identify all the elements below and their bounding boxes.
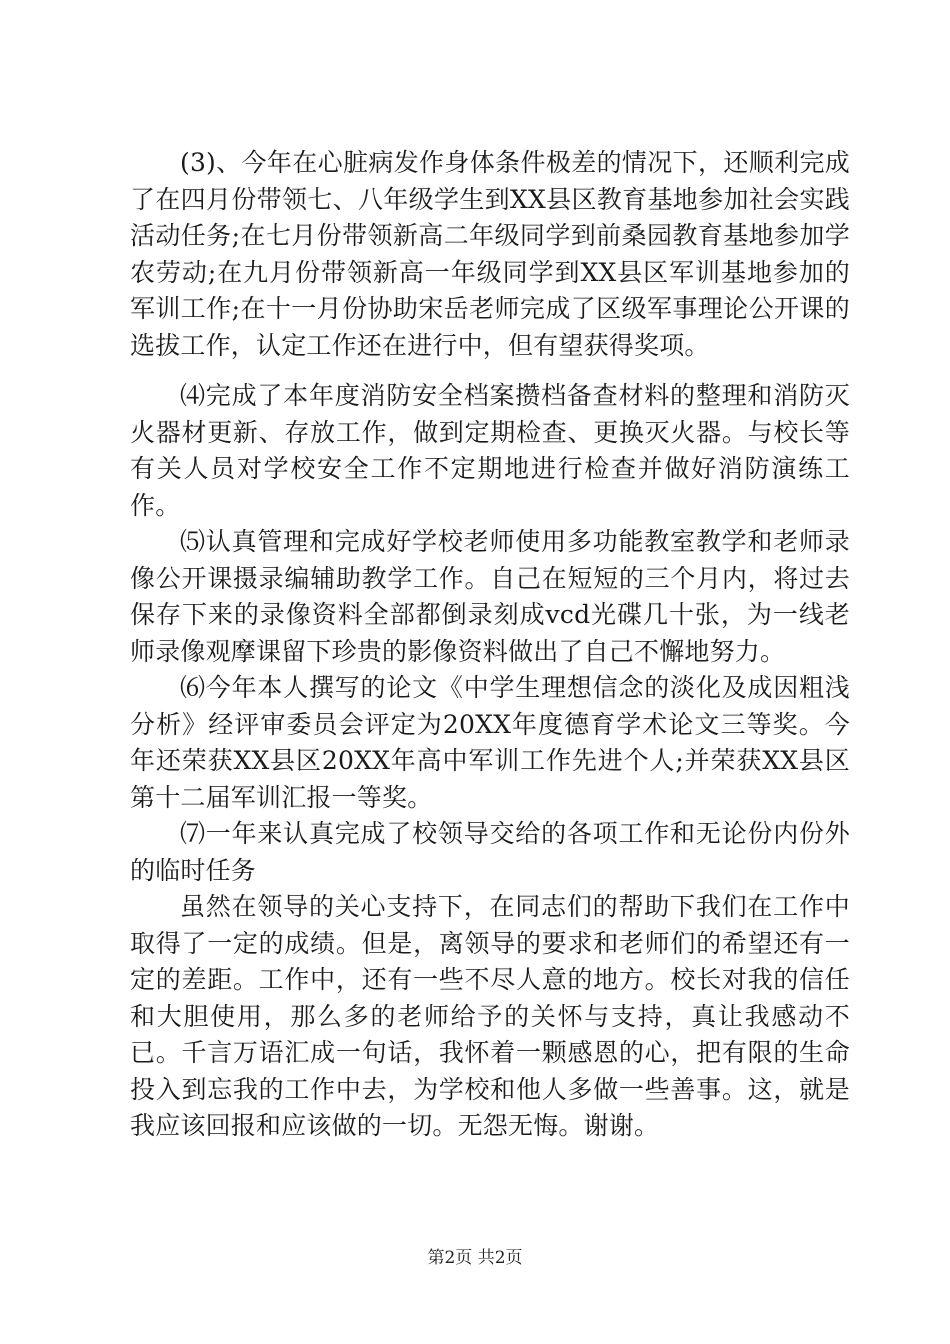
paragraph-item-4: ⑷完成了本年度消防安全档案攒档备查材料的整理和消防灭火器材更新、存放工作，做到定期检查、更换灭火器。与校长等有关人员对学校安全工作不定期地进行检查并做好消防演练工作。 bbox=[130, 381, 850, 520]
document-body bbox=[130, 145, 850, 1145]
paragraph-item-6: ⑹今年本人撰写的论文《中学生理想信念的淡化及成因粗浅分析》经评审委员会评定为20XX年度德育学术论文三等奖。今年还荣获XX县区20XX年高中军训工作先进个人;并荣获XX县区第十二届军训汇报一等奖。 bbox=[130, 673, 850, 812]
paragraph-item-3: (3)、今年在心脏病发作身体条件极差的情况下，还顺利完成了在四月份带领七、八年级学生到XX县区教育基地参加社会实践活动任务;在七月份带领新高二年级同学到前桑园教育基地参加学农劳动;在九月份带领新高一年级同学到XX县区军训基地参加的军训工作;在十一月份协助宋岳老师完成了区级军事理论公开课的选拔工作，认定工作还在进行中，但有望获得奖项。 bbox=[130, 148, 850, 360]
paragraph-item-7: ⑺一年来认真完成了校领导交给的各项工作和无论份内份外的临时任务 bbox=[130, 819, 850, 885]
paragraph-item-5: ⑸认真管理和完成好学校老师使用多功能教室教学和老师录像公开课摄录编辅助教学工作。自己在短短的三个月内，将过去保存下来的录像资料全部都倒录刻成vcd光碟几十张，为一线老师录像观摩课留下珍贵的影像资料做出了自己不懈地努力。 bbox=[130, 527, 850, 666]
page-footer: 第2页 共2页 bbox=[427, 1248, 523, 1268]
paragraph-conclusion: 虽然在领导的关心支持下，在同志们的帮助下我们在工作中取得了一定的成绩。但是，离领导的要求和老师们的希望还有一定的差距。工作中，还有一些不尽人意的地方。校长对我的信任和大胆使用，那么多的老师给予的关怀与支持，真让我感动不已。千言万语汇成一句话，我怀着一颗感恩的心，把有限的生命投入到忘我的工作中去，为学校和他人多做一些善事。这，就是我应该回报和应该做的一切。无怨无悔。谢谢。 bbox=[130, 892, 850, 1140]
